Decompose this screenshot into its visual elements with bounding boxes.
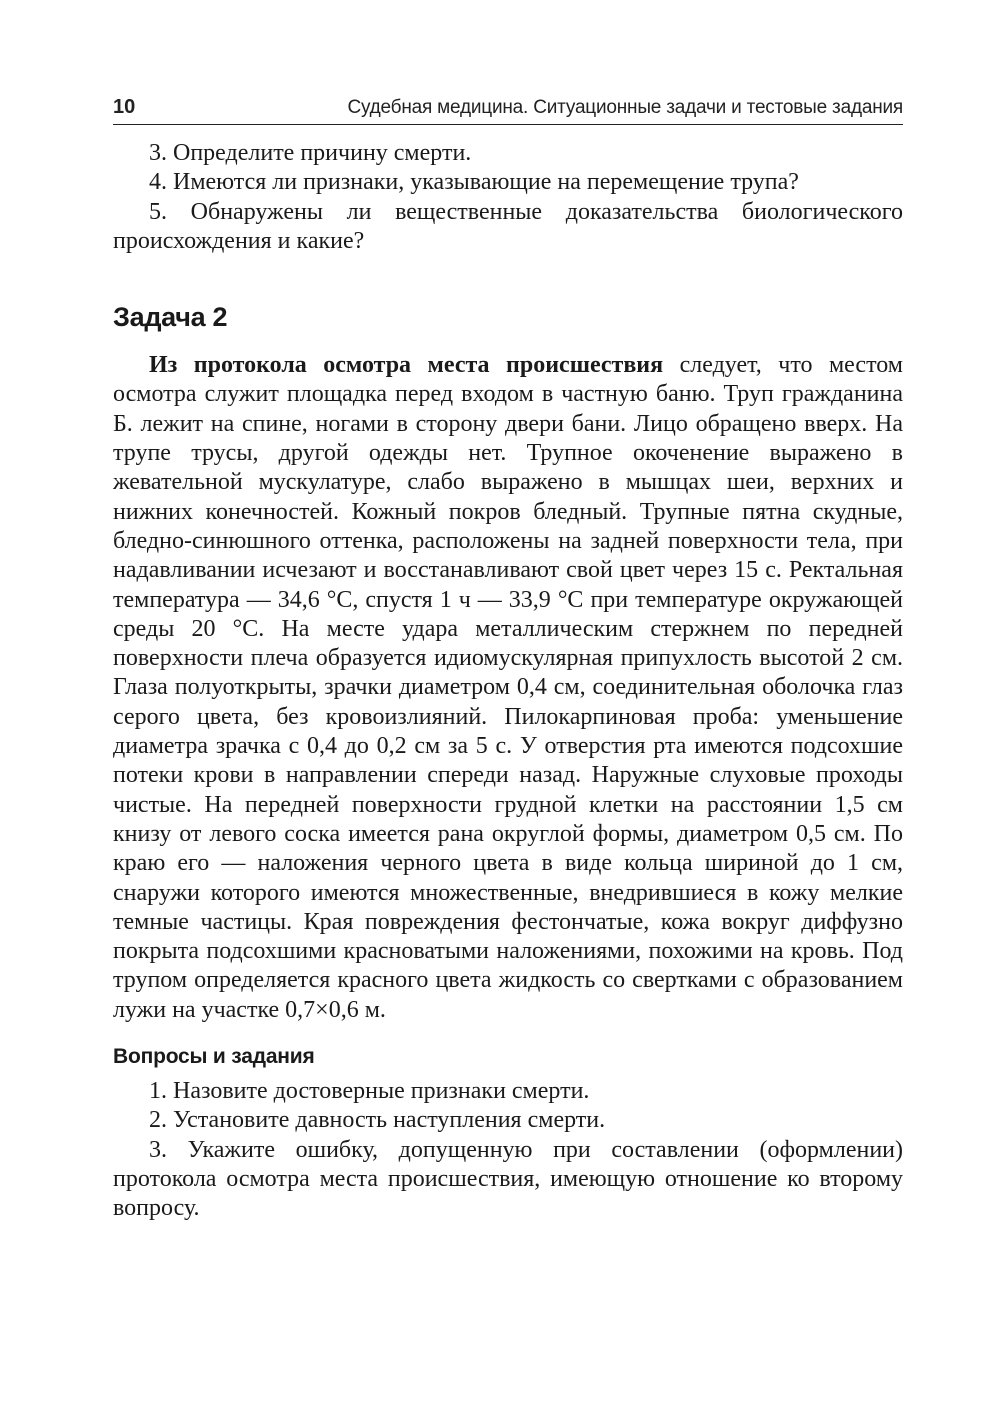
question-item: 2. Установите давность наступления смерти. <box>149 1107 606 1134</box>
question-item: 3. Определите причину смерти. <box>149 140 472 166</box>
task-lead-bold: Из протокола осмотра места происшествия <box>149 352 664 379</box>
task-body: следует, что местом осмотра служит площадка перед входом в частную баню. Труп гражданина Б. лежит на спине, ногами в сторону двери бани. Лицо обращено вверх. На трупе трусы, другой одежды нет. Трупное окоченение выражено в жевательной мускулатуре, слабо выражено в мышцах шеи, верхних и нижних конечностей. Кожный покров бледный. Трупные пятна скудные, бледно-синюшного оттенка, расположены на задней поверхности тела, при надавливании исчезают и восстанавливают свой цвет через 15 с. Ректальная температура — 34,6 °С, спустя 1 ч — 33,9 °С при температуре окружающей среды 20 °С. На месте удара металлическим стержнем по передней поверхности плеча образуется идиомускулярная припухлость высотой 2 см. Глаза полуоткрыты, зрачки диаметром 0,4 см, соединительная оболочка глаз серого цвета, без кровоизлияний. Пилокарпиновая проба: уменьшение диаметра зрачка с 0,4 до 0,2 см за 5 с. У отверстия рта имеются подсохшие потеки крови в направлении спереди назад. Наружные слуховые проходы чистые. На передней поверхности грудной клетки на расстоянии 1,5 см книзу от левого соска имеется рана округлой формы, диаметром 0,5 см. По краю его — наложения черного цвета в виде кольца шириной до 1 см, снаружи которого имеются множественные, внедрившиеся в кожу мелкие темные частицы. Края повреждения фестончатые, кожа вокруг диффузно покрыта подсохшими красноватыми наложениями, похожими на кровь. Под трупом определяется красного цвета жидкость со свертками с образованием лужи на участке 0,7×0,6 м. <box>113 352 903 1023</box>
questions-list <box>113 1077 903 1223</box>
task-paragraph <box>113 351 903 1025</box>
question-item: 5. Обнаружены ли вещественные доказательства биологического происхождения и какие? <box>113 198 903 254</box>
book-title: Судебная медицина. Ситуационные задачи и тестовые задания <box>347 97 903 118</box>
question-item: 4. Имеются ли признаки, указывающие на перемещение трупа? <box>149 169 799 196</box>
task-heading: Задача 2 <box>113 302 228 333</box>
book-page <box>113 96 903 1224</box>
questions-heading: Вопросы и задания <box>113 1045 315 1069</box>
question-item: 3. Укажите ошибку, допущенную при составлении (оформлении) протокола осмотра места происшествия, имеющую отношение ко второму вопросу. <box>113 1136 903 1222</box>
question-item: 1. Назовите достоверные признаки смерти. <box>149 1078 590 1105</box>
page-number: 10 <box>113 96 136 118</box>
running-header <box>113 96 903 125</box>
previous-task-questions <box>113 139 903 256</box>
